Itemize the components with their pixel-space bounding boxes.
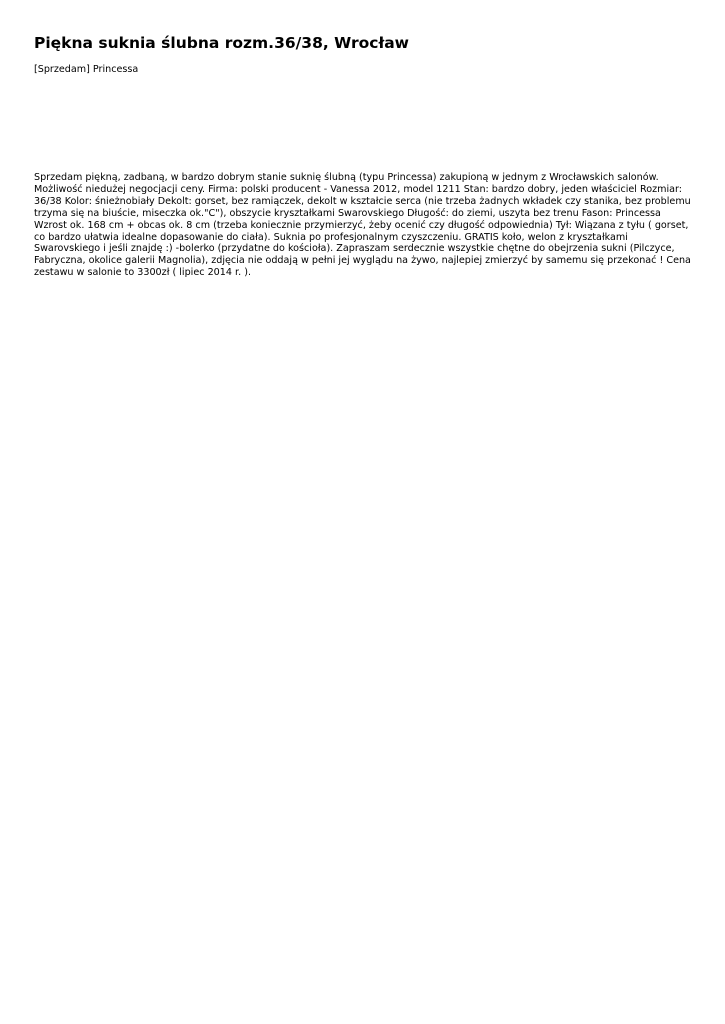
page-title: Piękna suknia ślubna rozm.36/38, Wrocław [34, 34, 409, 52]
listing-description: Sprzedam piękną, zadbaną, w bardzo dobrym stanie suknię ślubną (typu Princessa) zakupioną w jednym z Wrocławskich salonów. Możliwość niedużej negocjacji ceny. Firma: polski producent - Vanessa 2012, model 1211 Stan: bardzo dobry, jeden właściciel Rozmiar: 36/38 Kolor: śnieżnobiały Dekolt: gorset, bez ramiączek, dekolt w kształcie serca (nie trzeba żadnych wkładek czy stanika, bez problemu trzyma się na biuście, miseczka ok."C"), obszycie kryształkami Swarovskiego Długość: do ziemi, uszyta bez trenu Fason: Princessa Wzrost ok. 168 cm + obcas ok. 8 cm (trzeba koniecznie przymierzyć, żeby ocenić czy długość odpowiednia) Tył: Wiązana z tyłu ( gorset, co bardzo ułatwia idealne dopasowanie do ciała). Suknia po profesjonalnym czyszczeniu. GRATIS koło, welon z kryształkami Swarovskiego i jeśli znajdę :) -bolerko (przydatne do kościoła). Zapraszam serdecznie wszystkie chętne do obejrzenia sukni (Pilczyce, Fabryczna, okolice galerii Magnolia), zdjęcia nie oddają w pełni jej wyglądu na żywo, najlepiej zmierzyć by samemu się przekonać ! Cena zestawu w salonie to 3300zł ( lipiec 2014 r. ). [34, 172, 691, 279]
listing-category-subtitle: [Sprzedam] Princessa [34, 64, 139, 75]
